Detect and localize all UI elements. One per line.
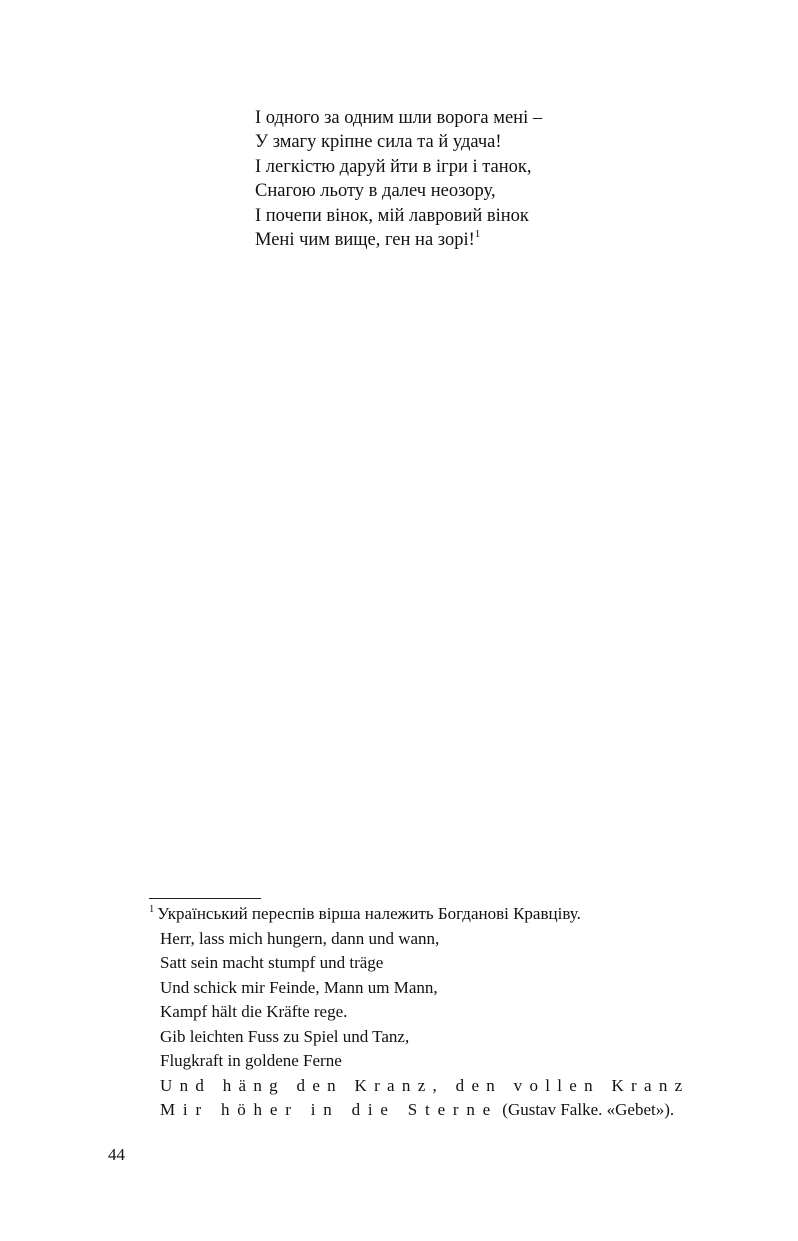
footnote-german-line: Gib leichten Fuss zu Spiel und Tanz, [160, 1026, 410, 1046]
footnote-citation: (Gustav Falke. «Gebet»). [502, 1100, 675, 1119]
footnote-german-line: Und schick mir Feinde, Mann um Mann, [160, 977, 438, 997]
footnote-german-line: Flugkraft in goldene Ferne [160, 1051, 342, 1070]
poem-line: І легкістю даруй йти в ігри і танок, [255, 156, 532, 177]
footnote-german-line: Kampf hält die Kräfte rege. [160, 1002, 348, 1021]
poem-line-text: Мені чим вище, ген на зорі! [255, 230, 475, 251]
poem-stanza [255, 106, 542, 252]
poem-line-last [255, 228, 542, 252]
footnote-last-line [149, 1098, 690, 1123]
poem-line: І почепи вінок, мій лавровий вінок [255, 205, 529, 226]
footnote-intro: Український переспів вірша належить Богданові Кравціву. [157, 904, 581, 923]
footnote [149, 902, 690, 1123]
footnote-reference[interactable]: 1 [474, 228, 481, 241]
page-number: 44 [108, 1145, 125, 1164]
poem-line: У змагу кріпне сила та й удача! [255, 132, 502, 153]
footnote-german-line-spaced: Mir höher in die Sterne [160, 1100, 499, 1119]
footnote-marker: 1 [149, 904, 155, 915]
poem-line: І одного за одним шли ворога мені – [255, 108, 543, 128]
poem-line: Снагою льоту в далеч неозору, [255, 181, 496, 202]
footnote-german-line-spaced: Und häng den Kranz, den vollen Kranz [160, 1075, 690, 1095]
footnote-german-line: Herr, lass mich hungern, dann und wann, [160, 928, 440, 948]
footnote-german-line: Satt sein macht stumpf und träge [160, 953, 384, 972]
footnote-intro-line [149, 902, 690, 927]
footnote-separator [149, 898, 261, 899]
